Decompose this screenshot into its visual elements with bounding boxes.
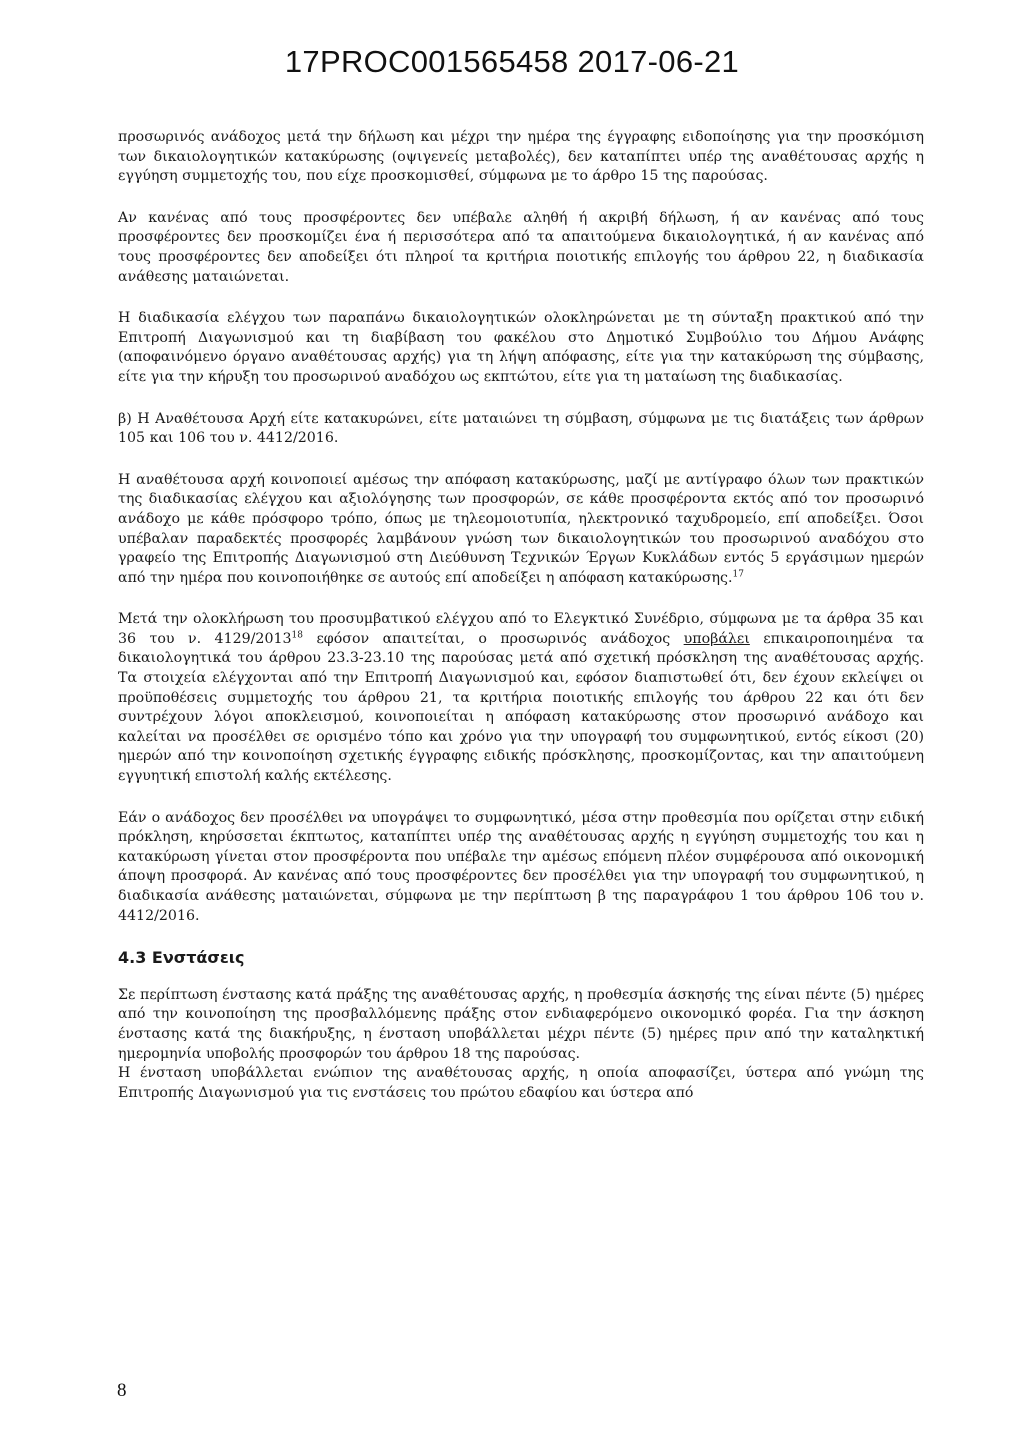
paragraph-award-decision: β) Η Αναθέτουσα Αρχή είτε κατακυρώνει, είτε ματαιώνει τη σύμβαση, σύμφωνα με τις διατάξεις των άρθρων 105 και 106 του ν. 4412/2016. xyxy=(118,410,924,447)
section-heading-objections: 4.3 Ενστάσεις xyxy=(118,948,245,968)
document-id-header: 17PROC001565458 2017-06-21 xyxy=(284,44,740,79)
paragraph-audit-court-text-c: επικαιροποιημένα τα δικαιολογητικά του άρθρου 23.3-23.10 της παρούσας μετά από σχετική πρόσκληση της αναθέτουσας αρχής. Τα στοιχεία ελέγχονται από την Επιτροπή Διαγωνισμού και, εφόσον διαπιστωθεί ότι, δεν έχουν εκλείψει οι προϋποθέσεις συμμετοχής του άρθρου 21, τα κριτήρια ποιοτικής επιλογής του άρθρου 22 και ότι δεν συντρέχουν λόγοι αποκλεισμού, κοινοποιείται η απόφαση κατακύρωσης στον προσωρινό ανάδοχο και καλείται να προσέλθει σε ορισμένο τόπο και χρόνο για την υπογραφή του συμφωνητικού, εντός είκοσι (20) ημερών από την κοινοποίηση σχετικής έγγραφης ειδικής πρόσκλησης, προσκομίζοντας, και την απαιτούμενη εγγυητική επιστολή καλής εκτέλεσης. xyxy=(118,630,924,785)
paragraph-contractor-absence: Εάν ο ανάδοχος δεν προσέλθει να υπογράψει το συμφωνητικό, μέσα στην προθεσμία που ορίζεται στην ειδική πρόκληση, κηρύσσεται έκπτωτος, καταπίπτει υπέρ της αναθέτουσας αρχής η εγγύηση συμμετοχής του και η κατακύρωση γίνεται στον προσφέροντα που υπέβαλε την αμέσως επόμενη πλέον συμφέρουσα από οικονομική άποψη προσφορά. Αν κανένας από τους προσφέροντες δεν προσέλθει για την υπογραφή του συμφωνητικού, η διαδικασία ανάθεσης ματαιώνεται, σύμφωνα με την περίπτωση β της παραγράφου 1 του άρθρου 106 του ν. 4412/2016. xyxy=(118,809,924,924)
underlined-word: υποβάλει xyxy=(683,630,750,647)
paragraph-notification-text: Η αναθέτουσα αρχή κοινοποιεί αμέσως την απόφαση κατακύρωσης, μαζί με αντίγραφο όλων των πρακτικών της διαδικασίας ελέγχου και αξιολόγησης των προσφορών, σε κάθε προσφέροντα εκτός από τον προσωρινό ανάδοχο με κάθε πρόσφορο τρόπο, όπως με τηλεομοιοτυπία, ηλεκτρονικό ταχυδρομείο, επί αποδείξει. Όσοι υπέβαλαν παραδεκτές προσφορές λαμβάνουν γνώση των δικαιολογητικών του προσωρινού αναδόχου στο γραφείο της Επιτροπής Διαγωνισμού στη Διεύθυνση Τεχνικών Έργων Κυκλάδων εντός 5 εργάσιμων ημερών από την ημέρα που κοινοποιήθηκε σε αυτούς επί αποδείξει η απόφαση κατακύρωσης. xyxy=(118,471,924,586)
paragraph-cancellation: Αν κανένας από τους προσφέροντες δεν υπέβαλε αληθή ή ακριβή δήλωση, ή αν κανένας από τους προσφέροντες δεν προσκομίζει ένα ή περισσότερα από τα απαιτούμενα δικαιολογητικά, ή αν κανένας από τους προσφέροντες δεν αποδείξει ότι πληροί τα κριτήρια ποιοτικής επιλογής του άρθρου 22, η διαδικασία ανάθεσης ματαιώνεται. xyxy=(118,209,924,285)
page-number: 8 xyxy=(117,1380,127,1401)
paragraph-review-procedure: Η διαδικασία ελέγχου των παραπάνω δικαιολογητικών ολοκληρώνεται με τη σύνταξη πρακτικού από την Επιτροπή Διαγωνισμού και τη διαβίβαση του φακέλου στο Δημοτικό Συμβούλιο του Δήμου Ανάφης (αποφαινόμενο όργανο αναθέτουσας αρχής) για τη λήψη απόφασης, είτε για την κατακύρωση της σύμβασης, είτε για την κήρυξη του προσωρινού αναδόχου ως εκπτώτου, είτε για τη ματαίωση της διαδικασίας. xyxy=(118,310,924,385)
paragraph-objection-deadline: Σε περίπτωση ένστασης κατά πράξης της αναθέτουσας αρχής, η προθεσμία άσκησής της είναι πέντε (5) ημέρες από την κοινοποίηση της προσβαλλόμενης πράξης στον ενδιαφερόμενο οικονομικό φορέα. Για την άσκηση ένστασης κατά της διακήρυξης, η ένσταση υποβάλλεται μέχρι πέντε (5) ημέρες πριν από την καταληκτική ημερομηνία υποβολής προσφορών του άρθρου 18 της παρούσας. xyxy=(118,986,924,1062)
paragraph-audit-court xyxy=(118,610,924,786)
paragraph-notification xyxy=(118,471,924,589)
paragraph-provisional-contractor: προσωρινός ανάδοχος μετά την δήλωση και μέχρι την ημέρα της έγγραφης ειδοποίησης για την προσκόμιση των δικαιολογητικών κατακύρωσης (οψιγενείς μεταβολές), δεν καταπίπτει υπέρ της αναθέτουσας αρχής η εγγύηση συμμετοχής του, που είχε προσκομισθεί, σύμφωνα με το άρθρο 15 της παρούσας. xyxy=(118,129,924,185)
paragraph-audit-court-text-a: Μετά την ολοκλήρωση του προσυμβατικού ελέγχου από το Ελεγκτικό Συνέδριο, σύμφωνα με τα άρθρα 35 και 36 του ν. 4129/2013 xyxy=(118,611,924,647)
footnote-ref-17: 17 xyxy=(732,568,744,579)
paragraph-objection-submission: Η ένσταση υποβάλλεται ενώπιον της αναθέτουσας αρχής, η οποία αποφασίζει, ύστερα από γνώμη της Επιτροπής Διαγωνισμού για τις ενστάσεις του πρώτου εδαφίου και ύστερα από xyxy=(118,1065,924,1101)
footnote-ref-18: 18 xyxy=(291,630,303,641)
document-body xyxy=(118,128,924,1103)
paragraph-audit-court-text-b: εφόσον απαιτείται, ο προσωρινός ανάδοχος xyxy=(303,630,684,647)
